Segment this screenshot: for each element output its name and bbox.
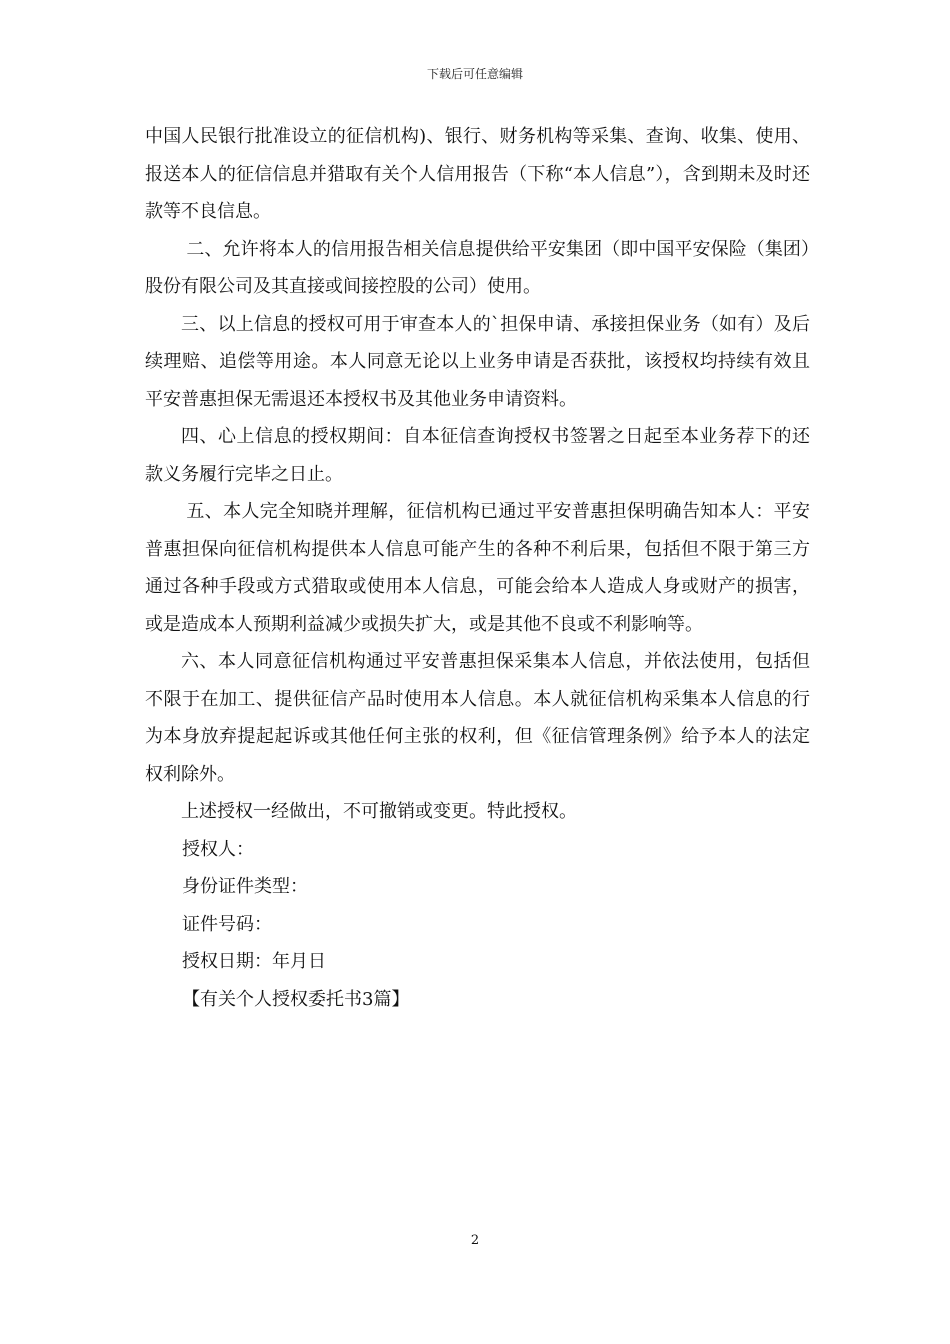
authorizer-label: 授权人： — [182, 838, 254, 860]
paragraph-5: 五、本人完全知晓并理解，征信机构已通过平安普惠担保明确告知本人：平安普惠担保向征信机构提供本人信息可能产生的各种不利后果，包括但不限于第三方通过各种手段或方式猎取或使用本人信息，可能会给本人造成人身或财产的损害，或是造成本人预期利益减少或损失扩大，或是其他不良或不利影响等。 — [145, 501, 810, 635]
authorization-date-label: 授权日期：年月日 — [182, 951, 326, 972]
page-number: 2 — [470, 1233, 480, 1248]
paragraph-continuation: 中国人民银行批准设立的征信机构)、银行、财务机构等采集、查询、收集、使用、报送本人的征信信息并猎取有关个人信用报告（下称“本人信息”），含到期未及时还款等不良信息。 — [145, 126, 810, 222]
paragraph-6: 六、本人同意征信机构通过平安普惠担保采集本人信息，并依法使用，包括但不限于在加工、提供征信产品时使用本人信息。本人就征信机构采集本人信息的行为本身放弃提起起诉或其他任何主张的权利，但《征信管理条例》给予本人的法定权利除外。 — [145, 651, 810, 785]
paragraph-4: 四、心上信息的授权期间：自本征信查询授权书签署之日起至本业务荐下的还款义务履行完毕之日止。 — [145, 426, 810, 485]
id-type-label: 身份证件类型： — [182, 876, 308, 897]
related-title: 【有关个人授权委托书3篇】 — [182, 988, 410, 1010]
id-number-label: 证件号码： — [182, 913, 272, 935]
paragraph-3: 三、以上信息的授权可用于审查本人的`担保申请、承接担保业务（如有）及后续理赔、追偿等用途。本人同意无论以上业务申请是否获批，该授权均持续有效且平安普惠担保无需退还本授权书及其他业务申请资料。 — [145, 313, 810, 410]
page-header: 下载后可任意编辑 — [426, 67, 523, 81]
document-body — [145, 118, 810, 1018]
paragraph-7: 上述授权一经做出，不可撤销或变更。特此授权。 — [181, 801, 577, 822]
paragraph-2: 二、允许将本人的信用报告相关信息提供给平安集团（即中国平安保险（集团）股份有限公司及其直接或间接控股的公司）使用。 — [145, 238, 810, 297]
